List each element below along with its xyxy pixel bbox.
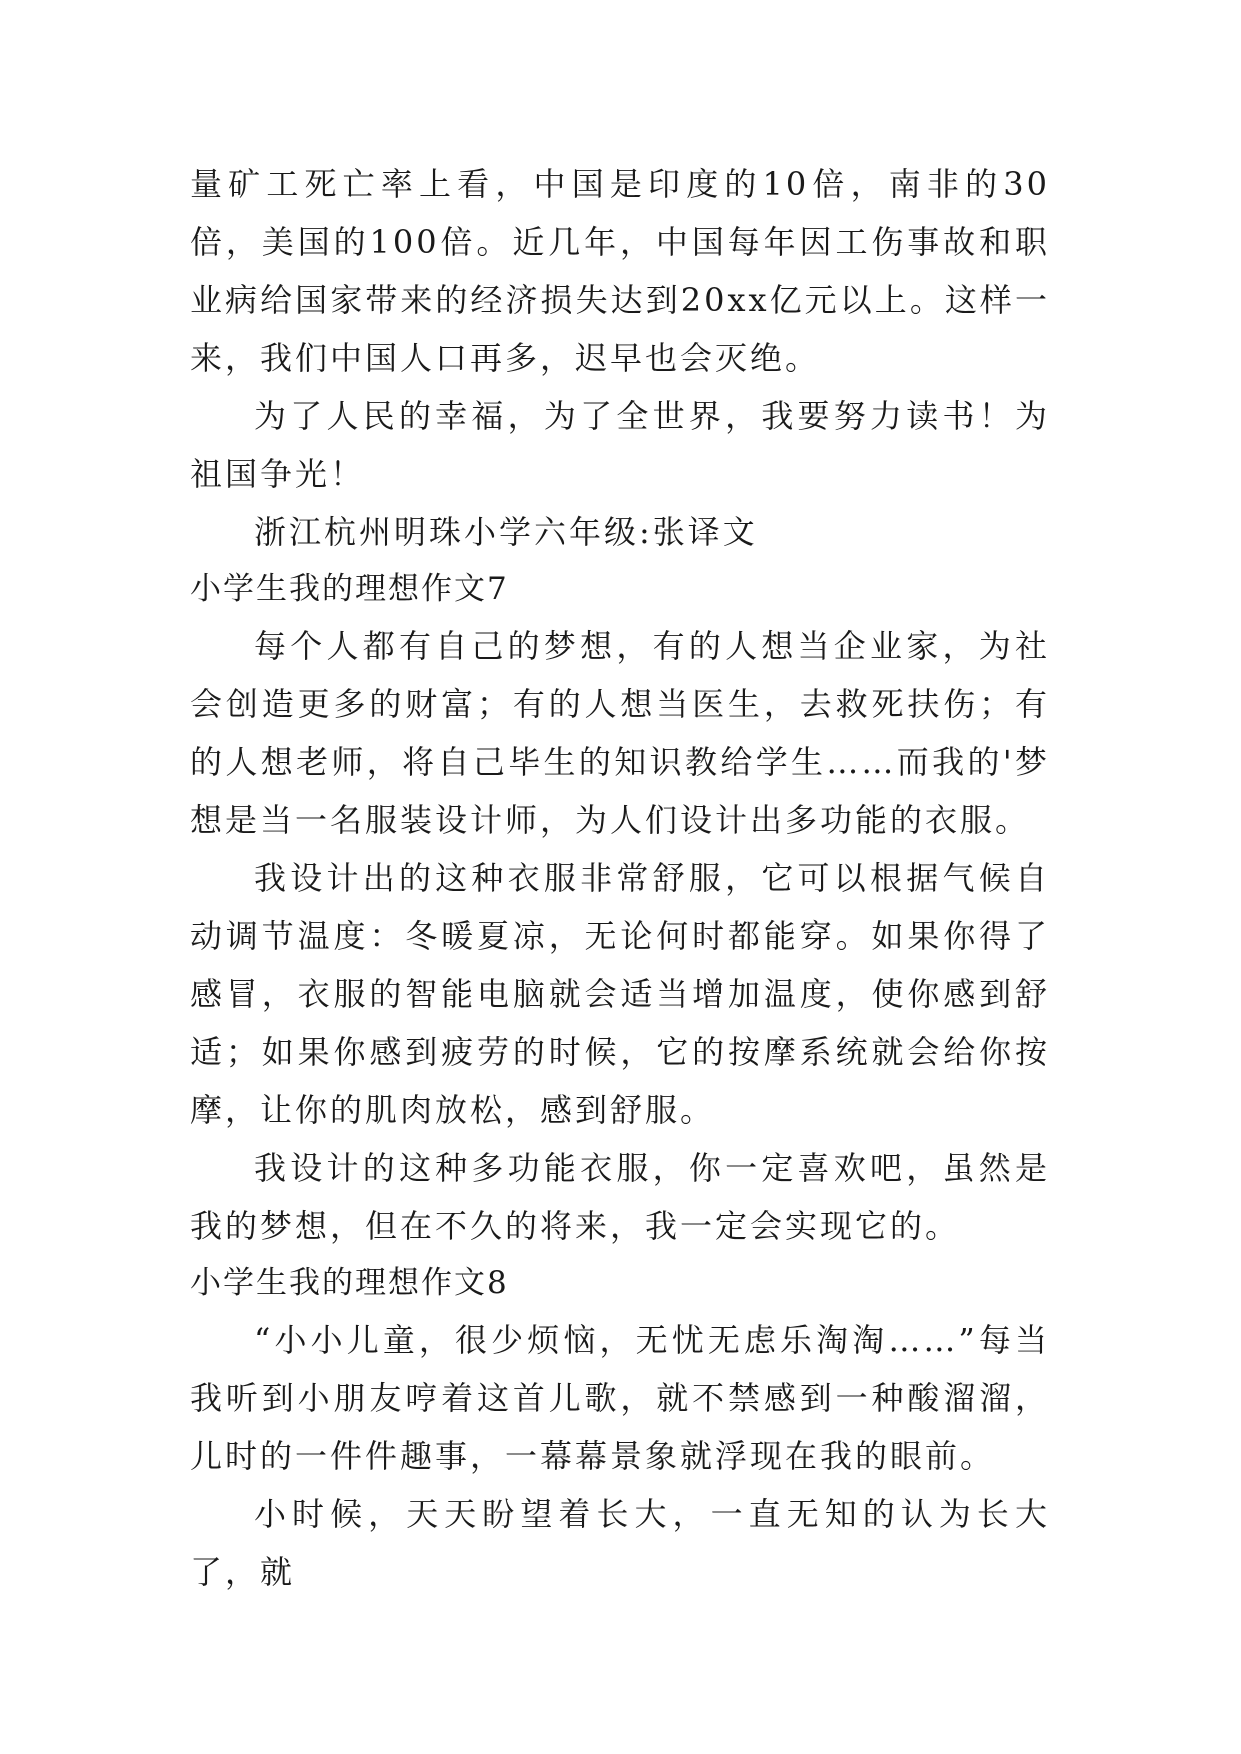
paragraph-7: 小时候，天天盼望着长大，一直无知的认为长大了，就 <box>190 1495 1050 1591</box>
essay-8-heading: 小学生我的理想作文8 <box>190 1265 509 1301</box>
paragraph-4: 我设计出的这种衣服非常舒服，它可以根据气候自动调节温度：冬暖夏凉，无论何时都能穿。如果你得了感冒，衣服的智能电脑就会适当增加温度，使你感到舒适；如果你感到疲劳的时候，它的按摩系统就会给你按摩，让你的肌肉放松，感到舒服。 <box>190 859 1050 1129</box>
paragraph-3: 每个人都有自己的梦想，有的人想当企业家，为社会创造更多的财富；有的人想当医生，去救死扶伤；有的人想老师，将自己毕生的知识教给学生……而我的'梦想是当一名服装设计师，为人们设计出多功能的衣服。 <box>190 627 1050 839</box>
document-page <box>190 155 1050 1601</box>
paragraph-1: 量矿工死亡率上看，中国是印度的10倍，南非的30倍，美国的100倍。近几年，中国每年因工伤事故和职业病给国家带来的经济损失达到20xx亿元以上。这样一来，我们中国人口再多，迟早也会灭绝。 <box>190 165 1050 377</box>
paragraph-6: “小小儿童，很少烦恼，无忧无虑乐淘淘……”每当我听到小朋友哼着这首儿歌，就不禁感到一种酸溜溜，儿时的一件件趣事，一幕幕景象就浮现在我的眼前。 <box>190 1321 1050 1475</box>
paragraph-5: 我设计的这种多功能衣服，你一定喜欢吧，虽然是我的梦想，但在不久的将来，我一定会实现它的。 <box>190 1149 1050 1245</box>
paragraph-2: 为了人民的幸福，为了全世界，我要努力读书！为祖国争光！ <box>190 397 1050 493</box>
author-line: 浙江杭州明珠小学六年级:张译文 <box>254 513 758 551</box>
essay-7-heading: 小学生我的理想作文7 <box>190 571 509 607</box>
